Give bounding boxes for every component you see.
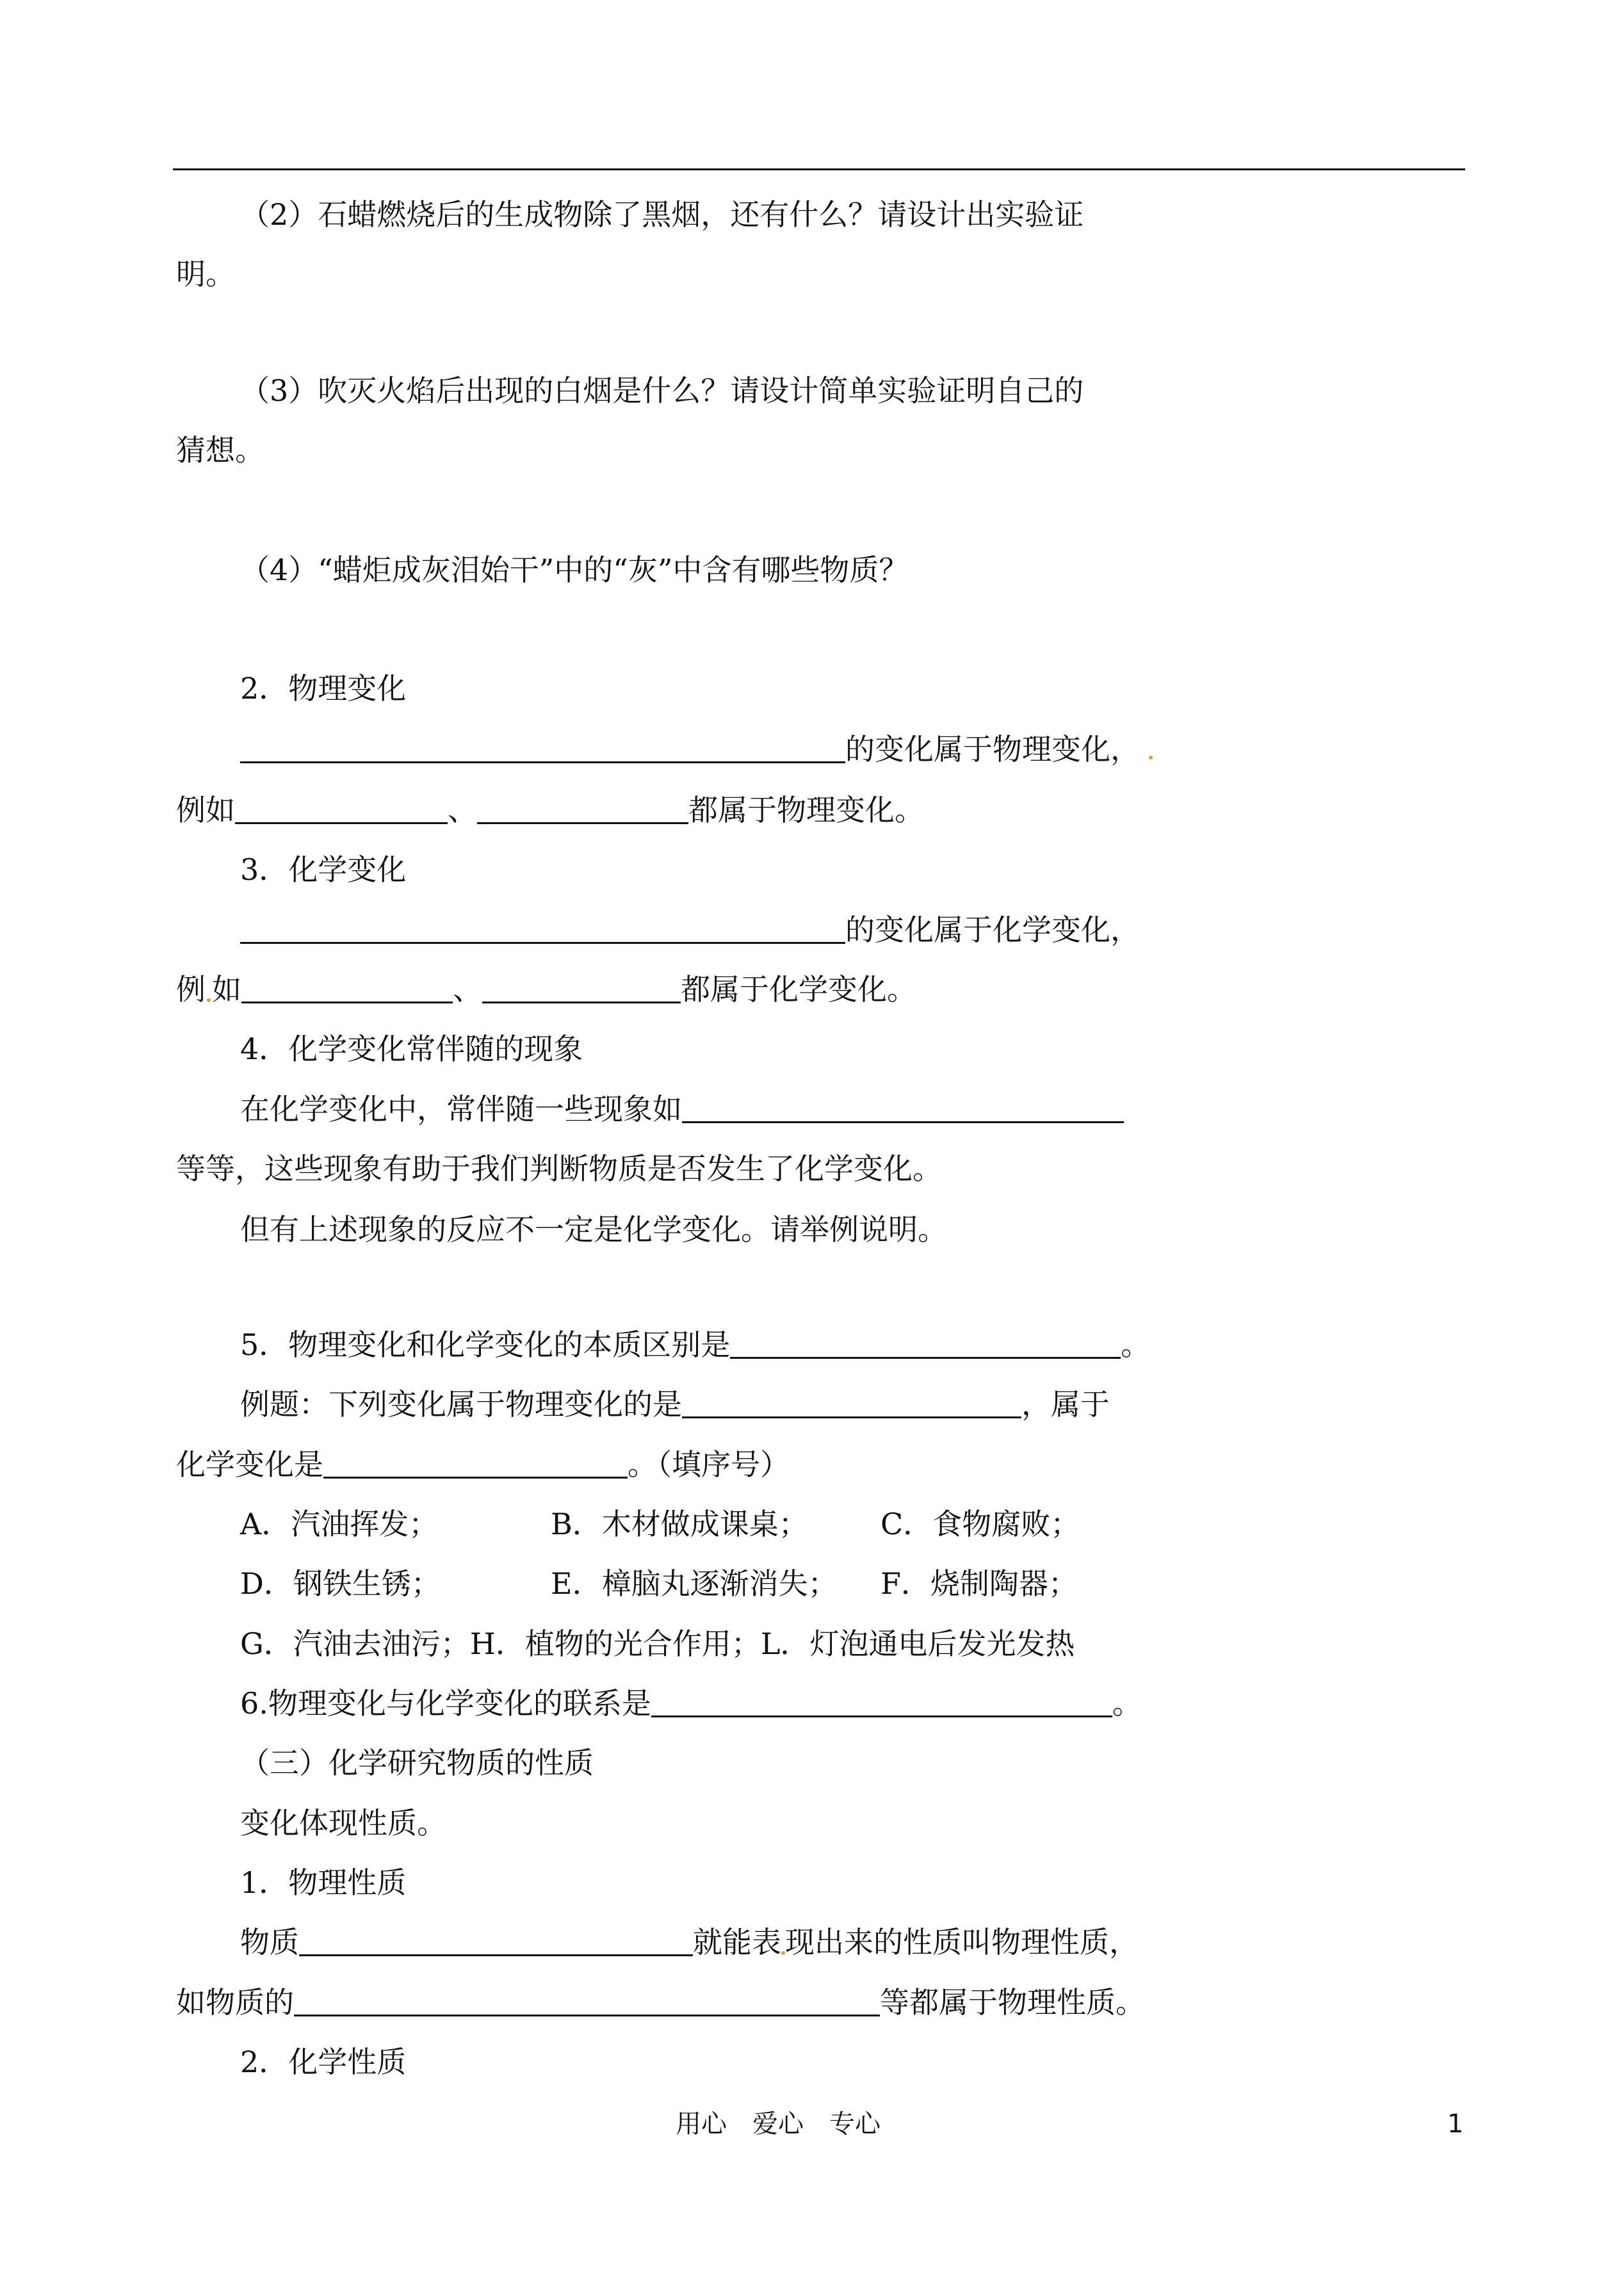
answer-blank[interactable] [299,1924,693,1956]
example-question-tail: ，属于 [1021,1387,1110,1422]
phenomena-line-3: 但有上述现象的反应不一定是化学变化。请举例说明。 [240,1212,947,1247]
physical-change-examples [176,791,924,829]
example-question-text: 例题：下列变化属于物理变化的是 [240,1387,682,1422]
answer-blank[interactable] [240,731,845,763]
physical-change-definition [240,730,1153,768]
example-question-line-1 [240,1385,1110,1423]
section-2-title: 2．物理变化 [240,671,407,706]
section-5-line [240,1326,1150,1364]
chemical-change-tail: 的变化属于化学变化， [845,912,1140,947]
answer-blank[interactable] [730,1326,1121,1359]
answer-blank[interactable] [651,1685,1112,1717]
answer-blank[interactable] [682,1091,1124,1123]
answer-blank[interactable] [241,971,453,1003]
question-2-line-1: （2）石蜡燃烧后的生成物除了黑烟，还有什么？请设计出实验证 [240,197,1084,232]
substance-label: 物质 [240,1925,299,1959]
example-question-text-2: 化学变化是 [176,1447,323,1482]
example-label: 例 [176,972,206,1007]
physical-property-definition [240,1923,1139,1961]
essential-difference-text: 5．物理变化和化学变化的本质区别是 [240,1327,731,1362]
example-question-line-2 [176,1445,790,1484]
answer-blank[interactable] [477,791,688,824]
definition-text-2: 现出来的性质叫物理性质， [785,1925,1139,1959]
example-label-2: 如 [212,972,241,1007]
example-label: 例如 [176,793,235,827]
phenomena-text: 在化学变化中，常伴随一些现象如 [240,1092,682,1126]
footer-motto: 用心 爱心 专心 [676,2109,881,2139]
option-D: D．钢铁生锈； [240,1566,441,1601]
answer-blank[interactable] [682,1386,1021,1418]
chemical-property-title: 2．化学性质 [240,2045,407,2079]
question-3-line-1: （3）吹灭火焰后出现的白烟是什么？请设计简单实验证明自己的 [240,373,1084,408]
question-2-line-2: 明。 [176,257,235,291]
period: 。 [1112,1686,1142,1721]
connection-text: 6.物理变化与化学变化的联系是 [240,1686,651,1721]
answer-blank[interactable] [235,791,448,824]
examples-tail: 都属于化学变化。 [681,972,916,1007]
options-G-H-L: G．汽油去油污；H．植物的光合作用；L．灯泡通电后发光发热 [240,1626,1075,1661]
section-6-line [240,1684,1142,1723]
question-3-line-2: 猜想。 [176,433,264,467]
page-number: 1 [1447,2109,1464,2139]
option-B: B．木材做成课桌； [551,1507,808,1541]
answer-blank[interactable] [294,1984,880,2016]
examples-tail: 等都属于物理性质。 [880,1985,1145,2020]
examples-label: 如物质的 [176,1985,294,2020]
chemical-change-definition [240,911,1140,949]
part-3-heading: （三）化学研究物质的性质 [240,1746,594,1780]
fill-number-note: 。（填序号） [628,1447,790,1482]
answer-blank[interactable] [240,911,845,944]
option-C: C．食物腐败； [881,1507,1080,1541]
option-A: A．汽油挥发； [240,1507,439,1541]
question-4-line: （4）“蜡炬成灰泪始干”中的“灰”中含有哪些物质？ [240,553,909,587]
period: 。 [1121,1327,1151,1362]
option-F: F．烧制陶器； [881,1566,1078,1601]
definition-text: 就能表 [693,1925,781,1959]
chemical-change-examples [176,970,916,1009]
answer-blank[interactable] [323,1446,628,1479]
physical-property-examples [176,1983,1145,2022]
separator: 、 [448,793,477,827]
physical-property-title: 1．物理性质 [240,1865,407,1900]
phenomena-line-2: 等等，这些现象有助于我们判断物质是否发生了化学变化。 [176,1151,942,1186]
answer-blank[interactable] [482,971,681,1003]
section-3-title: 3．化学变化 [240,852,407,887]
dot-mark [207,998,211,1002]
separator: 、 [453,972,482,1007]
examples-tail: 都属于物理变化。 [688,793,924,827]
section-4-title: 4．化学变化常伴随的现象 [240,1032,583,1066]
physical-change-tail: 的变化属于物理变化， [845,732,1140,766]
part-3-intro: 变化体现性质。 [240,1806,446,1840]
header-rule [173,168,1465,170]
phenomena-line [240,1090,1124,1128]
option-E: E．樟脑丸逐渐消失； [551,1566,838,1601]
dot-mark [1149,756,1153,759]
